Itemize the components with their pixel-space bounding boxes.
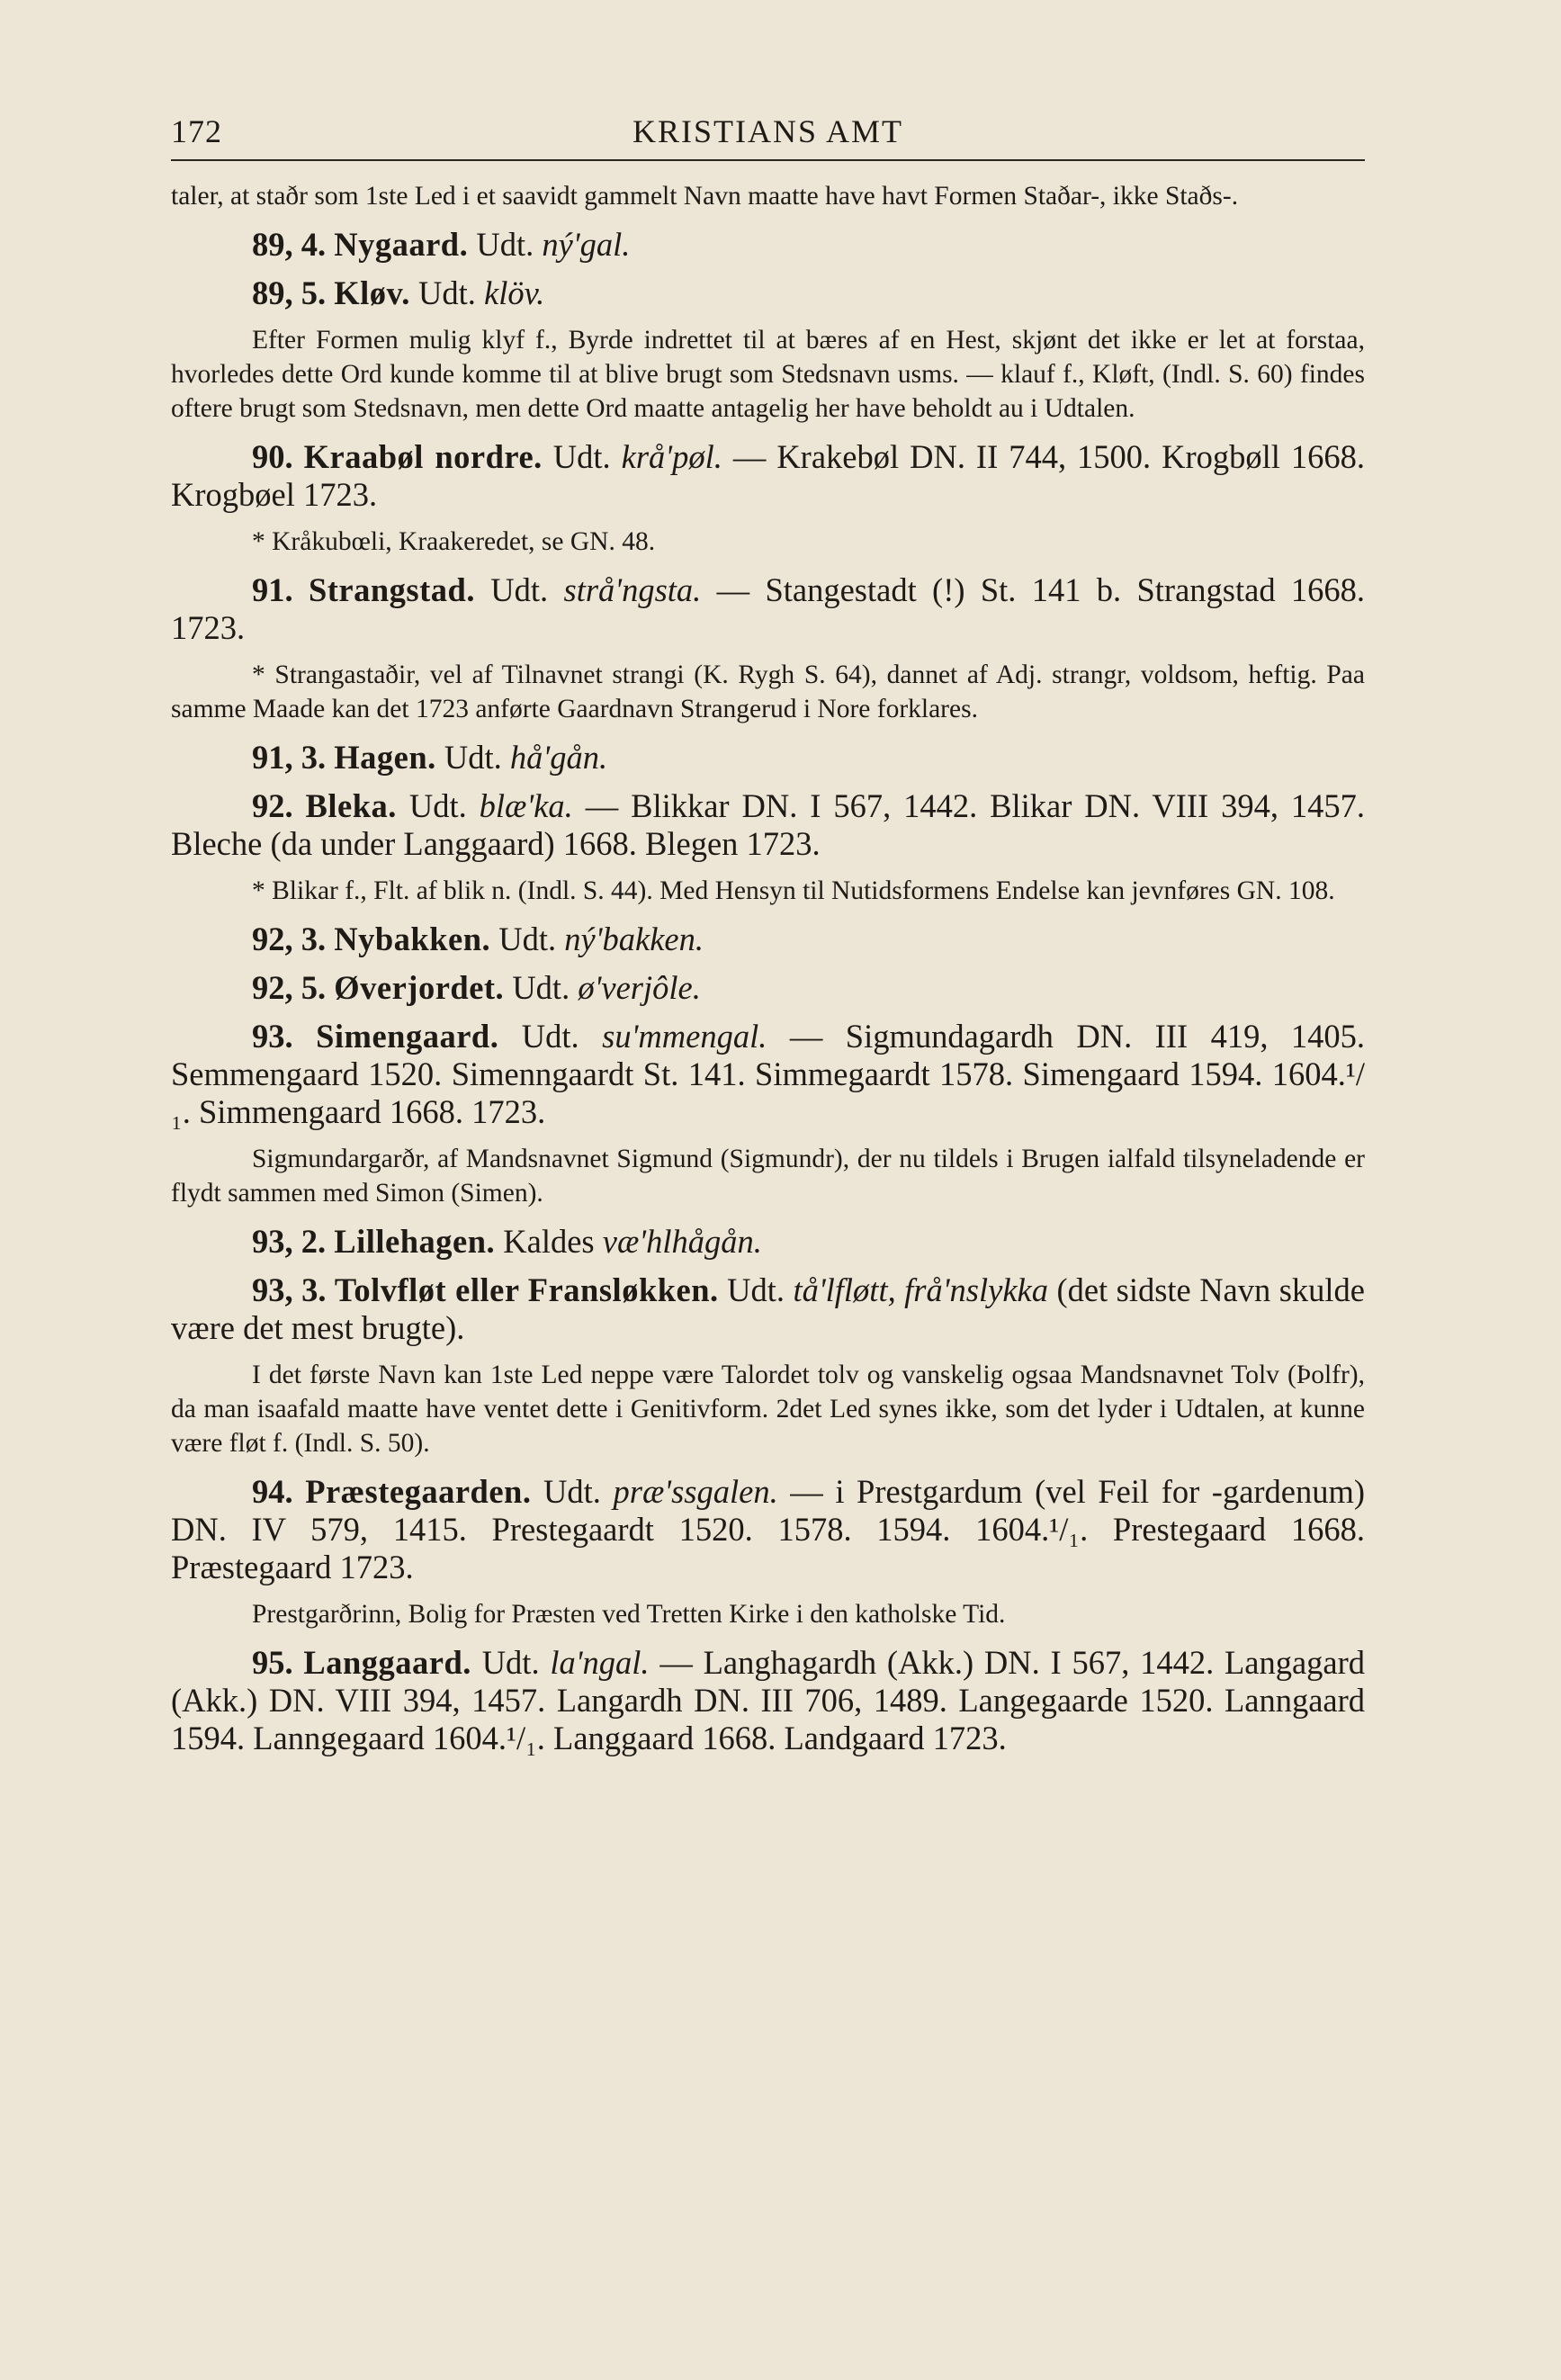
entry-number: 91, 3. [252,739,327,776]
entry-90 [171,438,1365,514]
udt-label: Udt. [481,1644,540,1681]
entry-95 [171,1644,1365,1757]
udt-label: Udt. [727,1271,785,1308]
entry-name: Bleka. [305,787,397,824]
entry-93-3 [171,1271,1365,1347]
entry-name: Nygaard. [334,226,469,263]
entry-number: 89, 5. [252,274,327,311]
entry-number: 94. [252,1473,293,1510]
running-head [171,112,1365,161]
pronunciation: krå'pøl. [621,438,722,475]
pronunciation: su'mmengal. [602,1018,767,1055]
entry-92-3 [171,921,1365,958]
entry-number: 93, 2. [252,1223,327,1260]
udt-label: Udt. [498,921,557,957]
entry-name: Kløv. [334,274,410,311]
entry-number: 92, 3. [252,921,327,957]
pronunciation: præ'ssgalen. [613,1473,778,1510]
udt-label: Udt. [444,739,502,776]
pronunciation: ný'bakken. [564,921,704,957]
entry-note: Prestgarðrinn, Bolig for Præsten ved Tretten Kirke i den katholske Tid. [252,1600,1006,1629]
entry-name: Lillehagen. [334,1223,496,1260]
historical-forms: — Sigmundagardh DN. III 419, 1405. Semmengaard 1520. Simenngaardt St. 141. Simmegaardt 1578. Simengaard 1594. 1604.¹/₁. Simmengaard 1668. 1723. [171,1018,1366,1130]
entry-number: 92. [252,787,293,824]
entry-number: 93, 3. [252,1271,327,1308]
entry-number: 95. [252,1644,293,1681]
page-number: 172 [171,113,222,149]
entry-92-5 [171,969,1365,1007]
historical-forms: (det sidste Navn skulde være det mest brugte). [171,1271,1365,1346]
page-body [171,179,1365,1757]
entry-number: 91. [252,571,293,608]
entry-94 [171,1473,1365,1586]
entry-number: 89, 4. [252,226,327,263]
udt-label: Udt. [521,1018,579,1055]
udt-label: Udt. [552,438,611,475]
entry-note: I det første Navn kan 1ste Led neppe være Talordet tolv og vanskelig ogsaa Mandsnavnet Tolv (Þolfr), da man isaafald maatte have ventet dette i Genitivform. 2det Led synes ikke, som det lyder i Udtalen, at kunne være fløt f. (Indl. S. 50). [171,1361,1365,1458]
pronunciation: klöv. [484,274,545,311]
pronunciation: væ'hlhågån. [602,1223,762,1260]
entry-89-4 [171,226,1365,264]
pronunciation: tå'lfløtt, frå'nslykka [793,1271,1048,1308]
entry-name: Kraabøl nordre. [303,438,543,475]
udt-label: Udt. [490,571,549,608]
entry-name: Tolvfløt eller Fransløkken. [334,1271,719,1308]
entry-name: Langgaard. [303,1644,471,1681]
entry-name: Hagen. [334,739,436,776]
entry-number: 93. [252,1018,293,1055]
entry-note: * Blikar f., Flt. af blik n. (Indl. S. 44). Med Hensyn til Nutidsformens Endelse kan jevnføres GN. 108. [252,876,1335,905]
pronunciation: la'ngal. [550,1644,650,1681]
entry-note: Sigmundargarðr, af Mandsnavnet Sigmund (Sigmundr), der nu tildels i Brugen ialfald tilsyneladende er flydt sammen med Simon (Simen). [171,1145,1365,1208]
historical-forms: — Blikkar DN. I 567, 1442. Blikar DN. VIII 394, 1457. Bleche (da under Langgaard) 1668. Blegen 1723. [171,787,1366,862]
entry-name: Nybakken. [334,921,491,957]
udt-label: Udt. [418,274,476,311]
pronunciation: ný'gal. [542,226,631,263]
historical-forms: — Krakebøl DN. II 744, 1500. Krogbøll 1668. Krogbøel 1723. [171,438,1366,513]
entry-number: 92, 5. [252,969,327,1006]
entry-91 [171,571,1365,647]
entry-91-3 [171,739,1365,777]
udt-label: Udt. [512,969,570,1006]
entry-93-2 [171,1223,1365,1261]
historical-forms: — Stangestadt (!) St. 141 b. Strangstad 1668. 1723. [171,571,1366,646]
entry-93 [171,1018,1365,1131]
pronunciation: hå'gån. [509,739,608,776]
entry-name: Øverjordet. [334,969,505,1006]
entry-92 [171,787,1365,863]
pronunciation: blæ'ka. [479,787,573,824]
entry-note: Efter Formen mulig klyf f., Byrde indrettet til at bæres af en Hest, skjønt det ikke er let at forstaa, hvorledes dette Ord kunde komme til at blive brugt som Stedsnavn usms. — klauf f., Kløft, (Indl. S. 60) findes oftere brugt som Stedsnavn, men dette Ord maatte antagelig her have beholdt au i Udtalen. [171,326,1365,423]
entry-note: * Kråkubœli, Kraakeredet, se GN. 48. [252,527,656,556]
entry-number: 90. [252,438,293,475]
entry-89-5 [171,274,1365,312]
pronunciation: ø'verjôle. [578,969,701,1006]
udt-label: Udt. [408,787,467,824]
udt-label: Udt. [543,1473,601,1510]
historical-forms: — Langhagardh (Akk.) DN. I 567, 1442. Langagard (Akk.) DN. VIII 394, 1457. Langardh DN. III 706, 1489. Langegaarde 1520. Lanngaard 1594. Lanngegaard 1604.¹/₁. Langgaard 1668. Landgaard 1723. [171,1644,1366,1756]
entry-name: Strangstad. [308,571,475,608]
entry-name: Simengaard. [316,1018,499,1055]
entry-note: * Strangastaðir, vel af Tilnavnet strangi (K. Rygh S. 64), dannet af Adj. strangr, voldsom, heftig. Paa samme Maade kan det 1723 anførte Gaardnavn Strangerud i Nore forklares. [171,660,1365,723]
udt-label: Udt. [476,226,534,263]
historical-forms: — i Prestgardum (vel Feil for -gardenum) DN. IV 579, 1415. Prestegaardt 1520. 1578. 1594. 1604.¹/₁. Prestegaard 1668. Præstegaard 1723. [171,1473,1366,1585]
paragraph-continuation: taler, at staðr som 1ste Led i et saavidt gammelt Navn maatte have havt Formen Staðar-, ikke Staðs-. [171,182,1239,211]
pronunciation: strå'ngsta. [563,571,702,608]
entry-name: Præstegaarden. [305,1473,532,1510]
running-title: KRISTIANS AMT [632,113,904,149]
kaldes-label: Kaldes [503,1223,595,1260]
